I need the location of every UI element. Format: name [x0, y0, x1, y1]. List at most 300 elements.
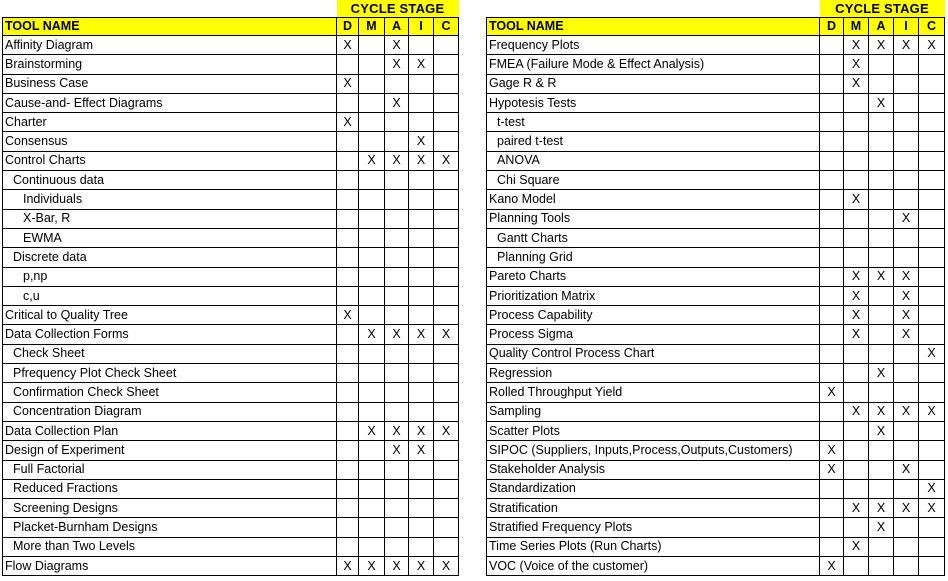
stage-cell-c [434, 518, 459, 537]
stage-cell-i [409, 402, 434, 421]
tool-name-cell: Confirmation Check Sheet [3, 383, 337, 402]
stage-cell-i [894, 171, 919, 190]
stage-cell-a: X [869, 93, 894, 112]
stage-cell-i [409, 248, 434, 267]
stage-cell-d [337, 228, 359, 247]
tool-name-cell: Reduced Fractions [3, 479, 337, 498]
tool-table-right [486, 0, 945, 576]
stage-cell-c [919, 209, 945, 228]
table-row [487, 557, 945, 576]
table-row [487, 93, 945, 112]
stage-cell-i [894, 228, 919, 247]
stage-cell-i [409, 267, 434, 286]
stage-cell-a: X [385, 55, 409, 74]
stage-cell-d [337, 537, 359, 556]
table-row [487, 286, 945, 305]
table-row [3, 344, 459, 363]
stage-cell-m: X [844, 537, 869, 556]
stage-cell-m [359, 286, 385, 305]
stage-cell-a: X [869, 36, 894, 55]
stage-cell-m: X [844, 499, 869, 518]
stage-cell-d [820, 132, 844, 151]
table-row [3, 55, 459, 74]
stage-cell-m: X [844, 286, 869, 305]
stage-cell-d: X [337, 557, 359, 576]
stage-cell-d [337, 190, 359, 209]
stage-cell-c [919, 171, 945, 190]
stage-cell-c [919, 518, 945, 537]
stage-cell-i [894, 344, 919, 363]
stage-cell-c: X [919, 344, 945, 363]
stage-cell-a [385, 171, 409, 190]
stage-cell-c [919, 364, 945, 383]
stage-cell-a [869, 171, 894, 190]
stage-cell-m: X [359, 421, 385, 440]
stage-cell-i: X [894, 36, 919, 55]
stage-cell-a [869, 55, 894, 74]
stage-header-m: M [359, 18, 385, 36]
stage-cell-c [434, 55, 459, 74]
stage-cell-c [434, 190, 459, 209]
table-row [3, 402, 459, 421]
stage-cell-i [409, 518, 434, 537]
stage-cell-i [409, 383, 434, 402]
stage-cell-c [434, 36, 459, 55]
stage-cell-m [844, 132, 869, 151]
tool-table-left [2, 0, 459, 576]
stage-cell-d [337, 364, 359, 383]
stage-cell-a [385, 460, 409, 479]
stage-cell-a [869, 557, 894, 576]
tool-name-cell: Quality Control Process Chart [487, 344, 820, 363]
stage-cell-c [919, 325, 945, 344]
table-row [487, 518, 945, 537]
tool-name-cell: Discrete data [3, 248, 337, 267]
stage-cell-c: X [434, 325, 459, 344]
tool-name-cell: p,np [3, 267, 337, 286]
stage-cell-a [385, 74, 409, 93]
stage-cell-d [820, 113, 844, 132]
stage-cell-c: X [919, 499, 945, 518]
stage-cell-i: X [409, 132, 434, 151]
cycle-stage-row [3, 0, 459, 18]
stage-cell-i [409, 537, 434, 556]
stage-cell-m [359, 113, 385, 132]
table-row [487, 267, 945, 286]
stage-cell-i [894, 479, 919, 498]
stage-cell-a [385, 518, 409, 537]
stage-cell-m [359, 383, 385, 402]
stage-cell-d: X [820, 441, 844, 460]
stage-cell-m [359, 132, 385, 151]
stage-cell-d [337, 286, 359, 305]
tool-name-cell: SIPOC (Suppliers, Inputs,Process,Outputs,Customers) [487, 441, 820, 460]
stage-cell-a [385, 190, 409, 209]
table-row [3, 499, 459, 518]
stage-cell-d [820, 402, 844, 421]
stage-cell-a: X [869, 499, 894, 518]
stage-cell-c [434, 286, 459, 305]
stage-cell-a: X [385, 36, 409, 55]
table-row [3, 190, 459, 209]
tool-name-cell: Business Case [3, 74, 337, 93]
stage-cell-d: X [337, 306, 359, 325]
stage-header-i: I [894, 18, 919, 36]
table-row [3, 132, 459, 151]
stage-cell-d [337, 441, 359, 460]
stage-cell-i: X [894, 267, 919, 286]
stage-cell-d [337, 151, 359, 170]
stage-cell-i [894, 132, 919, 151]
stage-cell-i [894, 151, 919, 170]
stage-cell-d [820, 325, 844, 344]
stage-cell-m [844, 518, 869, 537]
tool-name-cell: Placket-Burnham Designs [3, 518, 337, 537]
stage-cell-a [869, 151, 894, 170]
stage-cell-a [385, 537, 409, 556]
stage-cell-d [820, 209, 844, 228]
stage-cell-c: X [919, 36, 945, 55]
table-row [487, 537, 945, 556]
tool-name-cell: Standardization [487, 479, 820, 498]
table-row [3, 460, 459, 479]
stage-cell-a [385, 113, 409, 132]
cycle-stage-label: CYCLE STAGE [337, 0, 459, 18]
stage-cell-a [869, 132, 894, 151]
table-row [487, 421, 945, 440]
stage-cell-m [359, 344, 385, 363]
tool-name-cell: Kano Model [487, 190, 820, 209]
stage-cell-d [820, 93, 844, 112]
stage-cell-i [894, 383, 919, 402]
stage-cell-d [820, 151, 844, 170]
stage-cell-d [337, 518, 359, 537]
stage-cell-m [359, 499, 385, 518]
stage-cell-a [869, 383, 894, 402]
stage-cell-i [409, 93, 434, 112]
stage-cell-m [844, 209, 869, 228]
stage-cell-m [359, 248, 385, 267]
table-row [3, 209, 459, 228]
table-row [487, 55, 945, 74]
stage-header-d: D [820, 18, 844, 36]
stage-cell-a [869, 113, 894, 132]
table-row [487, 383, 945, 402]
stage-cell-m: X [844, 74, 869, 93]
stage-cell-m [359, 402, 385, 421]
tool-name-cell: Planning Grid [487, 248, 820, 267]
stage-cell-c [434, 267, 459, 286]
tool-name-cell: Concentration Diagram [3, 402, 337, 421]
stage-cell-m [359, 460, 385, 479]
tool-name-cell: Stratification [487, 499, 820, 518]
stage-cell-i [409, 479, 434, 498]
stage-cell-c [434, 248, 459, 267]
stage-cell-c [434, 93, 459, 112]
stage-cell-c [919, 460, 945, 479]
stage-cell-i [894, 190, 919, 209]
table-row [487, 228, 945, 247]
table-row [487, 132, 945, 151]
tool-name-cell: c,u [3, 286, 337, 305]
table-row [3, 286, 459, 305]
stage-cell-m [844, 344, 869, 363]
stage-cell-a [869, 306, 894, 325]
table-row [487, 248, 945, 267]
stage-cell-m [359, 479, 385, 498]
table-row [3, 421, 459, 440]
tool-name-cell: Rolled Throughput Yield [487, 383, 820, 402]
stage-header-i: I [409, 18, 434, 36]
stage-cell-m [844, 151, 869, 170]
stage-cell-c [919, 190, 945, 209]
table-row [3, 74, 459, 93]
stage-cell-d [820, 228, 844, 247]
stage-cell-d [820, 286, 844, 305]
stage-cell-c [919, 248, 945, 267]
stage-cell-i [409, 364, 434, 383]
stage-cell-i [894, 248, 919, 267]
stage-cell-d [820, 518, 844, 537]
tool-name-cell: Stratified Frequency Plots [487, 518, 820, 537]
tool-name-cell: Screening Designs [3, 499, 337, 518]
stage-cell-m [844, 460, 869, 479]
stage-cell-c: X [919, 479, 945, 498]
tool-name-header: TOOL NAME [487, 18, 820, 36]
stage-cell-a: X [869, 402, 894, 421]
stage-cell-m [844, 421, 869, 440]
stage-cell-d [820, 537, 844, 556]
stage-cell-i [409, 306, 434, 325]
stage-cell-c [434, 209, 459, 228]
stage-cell-c [434, 537, 459, 556]
stage-cell-m [359, 518, 385, 537]
stage-cell-m: X [844, 402, 869, 421]
stage-cell-c [434, 228, 459, 247]
stage-cell-c: X [434, 421, 459, 440]
header-row [487, 18, 945, 36]
stage-cell-d [337, 325, 359, 344]
stage-cell-d [820, 306, 844, 325]
stage-cell-a [869, 190, 894, 209]
stage-cell-d [820, 74, 844, 93]
stage-cell-m [359, 267, 385, 286]
table-row [487, 74, 945, 93]
tool-name-cell: FMEA (Failure Mode & Effect Analysis) [487, 55, 820, 74]
stage-cell-a [385, 248, 409, 267]
stage-cell-d [337, 209, 359, 228]
stage-cell-c [434, 383, 459, 402]
stage-cell-i [894, 113, 919, 132]
stage-cell-m [844, 171, 869, 190]
stage-cell-c [919, 132, 945, 151]
stage-cell-m [359, 209, 385, 228]
stage-cell-c [919, 421, 945, 440]
stage-cell-i: X [894, 286, 919, 305]
table-row [487, 364, 945, 383]
stage-cell-c [919, 74, 945, 93]
stage-cell-c: X [434, 557, 459, 576]
stage-cell-c [919, 306, 945, 325]
stage-cell-m [844, 479, 869, 498]
stage-cell-d [820, 479, 844, 498]
stage-cell-i [894, 93, 919, 112]
stage-cell-m: X [359, 151, 385, 170]
stage-cell-a: X [869, 518, 894, 537]
stage-cell-a [869, 74, 894, 93]
stage-cell-a [385, 402, 409, 421]
stage-cell-c [434, 441, 459, 460]
stage-cell-a [385, 306, 409, 325]
stage-cell-a [385, 132, 409, 151]
stage-cell-d [337, 93, 359, 112]
stage-cell-m [844, 383, 869, 402]
stage-cell-c [434, 479, 459, 498]
stage-cell-c [919, 55, 945, 74]
table-row [487, 113, 945, 132]
table-row [487, 441, 945, 460]
stage-cell-a: X [385, 441, 409, 460]
table-row [3, 36, 459, 55]
stage-cell-c [919, 113, 945, 132]
stage-cell-c [434, 499, 459, 518]
stage-header-m: M [844, 18, 869, 36]
stage-cell-c: X [434, 151, 459, 170]
stage-cell-i: X [894, 325, 919, 344]
stage-header-d: D [337, 18, 359, 36]
table-row [3, 325, 459, 344]
table-row [3, 93, 459, 112]
stage-cell-d: X [337, 74, 359, 93]
stage-cell-a [385, 209, 409, 228]
stage-cell-c [919, 151, 945, 170]
stage-cell-i: X [409, 55, 434, 74]
table-row [3, 248, 459, 267]
stage-cell-d [337, 460, 359, 479]
table-row [487, 306, 945, 325]
stage-cell-a: X [385, 421, 409, 440]
cycle-stage-row [487, 0, 945, 18]
table-row [487, 36, 945, 55]
stage-cell-i [409, 74, 434, 93]
stage-cell-d [820, 364, 844, 383]
table-row [3, 441, 459, 460]
stage-header-a: A [869, 18, 894, 36]
tool-name-cell: ANOVA [487, 151, 820, 170]
stage-cell-c [919, 441, 945, 460]
table-row [487, 344, 945, 363]
stage-cell-i [894, 518, 919, 537]
table-row [487, 171, 945, 190]
stage-cell-a: X [385, 557, 409, 576]
tool-name-cell: Charter [3, 113, 337, 132]
stage-cell-d [820, 344, 844, 363]
table-row [3, 267, 459, 286]
stage-header-c: C [434, 18, 459, 36]
stage-cell-a [385, 344, 409, 363]
tool-name-cell: Data Collection Plan [3, 421, 337, 440]
table-row [487, 151, 945, 170]
stage-cell-a [869, 228, 894, 247]
tool-name-cell: Continuous data [3, 171, 337, 190]
stage-cell-d: X [820, 460, 844, 479]
stage-cell-d [820, 248, 844, 267]
stage-cell-c [434, 74, 459, 93]
stage-cell-i [894, 441, 919, 460]
stage-cell-i [894, 364, 919, 383]
stage-cell-c: X [919, 402, 945, 421]
stage-cell-a: X [385, 93, 409, 112]
stage-cell-a [385, 499, 409, 518]
stage-cell-c [919, 228, 945, 247]
stage-cell-m: X [359, 557, 385, 576]
stage-cell-i [409, 113, 434, 132]
tool-name-cell: Full Factorial [3, 460, 337, 479]
stage-cell-m [844, 113, 869, 132]
stage-cell-i [409, 36, 434, 55]
stage-cell-c [434, 306, 459, 325]
stage-cell-d [337, 499, 359, 518]
stage-cell-c [919, 286, 945, 305]
stage-cell-m [359, 306, 385, 325]
tool-name-cell: Process Sigma [487, 325, 820, 344]
stage-cell-m [844, 557, 869, 576]
table-row [3, 364, 459, 383]
tool-name-cell: Consensus [3, 132, 337, 151]
stage-cell-m [844, 228, 869, 247]
tool-name-cell: Control Charts [3, 151, 337, 170]
cycle-stage-label: CYCLE STAGE [820, 0, 945, 18]
tool-name-cell: Cause-and- Effect Diagrams [3, 93, 337, 112]
stage-cell-a: X [869, 364, 894, 383]
stage-cell-a [385, 383, 409, 402]
tool-name-cell: paired t-test [487, 132, 820, 151]
stage-cell-c [434, 171, 459, 190]
tool-name-cell: Critical to Quality Tree [3, 306, 337, 325]
stage-cell-a [385, 228, 409, 247]
stage-cell-a [869, 286, 894, 305]
stage-cell-d [337, 55, 359, 74]
table-row [3, 518, 459, 537]
table-row [3, 306, 459, 325]
tool-name-cell: Gantt Charts [487, 228, 820, 247]
tool-name-cell: Pareto Charts [487, 267, 820, 286]
tool-name-cell: VOC (Voice of the customer) [487, 557, 820, 576]
table-row [3, 113, 459, 132]
header-row [3, 18, 459, 36]
tool-name-cell: Hypotesis Tests [487, 93, 820, 112]
stage-cell-d [337, 132, 359, 151]
stage-cell-c [434, 460, 459, 479]
table-row [487, 402, 945, 421]
table-row [487, 190, 945, 209]
table-row [487, 209, 945, 228]
stage-cell-m [359, 55, 385, 74]
stage-cell-c [434, 344, 459, 363]
stage-cell-i [409, 209, 434, 228]
stage-header-a: A [385, 18, 409, 36]
stage-cell-a [869, 441, 894, 460]
stage-cell-a [869, 325, 894, 344]
stage-cell-d [820, 190, 844, 209]
stage-cell-i: X [894, 306, 919, 325]
stage-cell-a [869, 344, 894, 363]
tool-name-cell: Check Sheet [3, 344, 337, 363]
stage-cell-m [359, 228, 385, 247]
tool-name-cell: Scatter Plots [487, 421, 820, 440]
stage-cell-i [894, 55, 919, 74]
table-row [487, 479, 945, 498]
